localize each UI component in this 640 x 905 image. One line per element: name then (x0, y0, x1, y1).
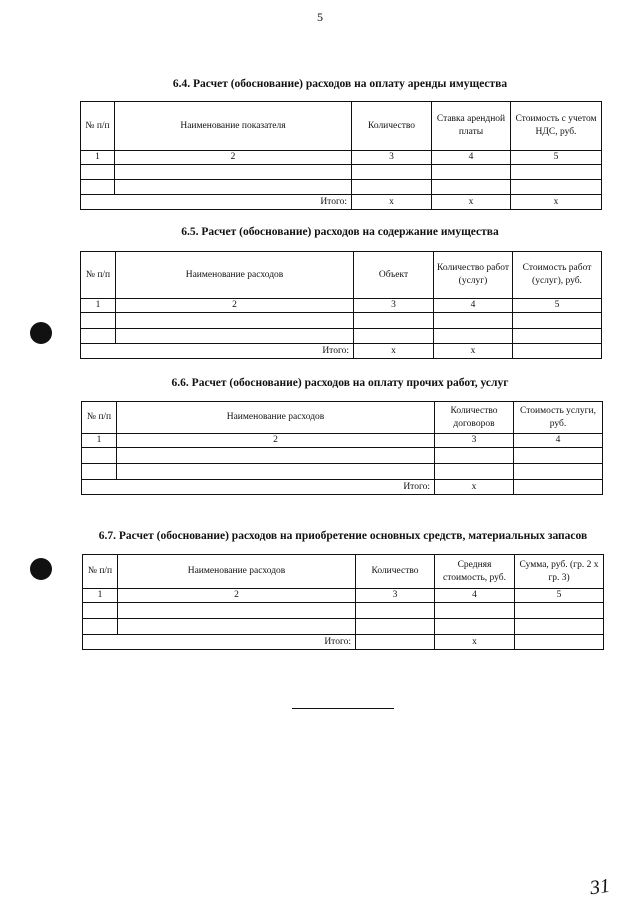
column-number: 4 (435, 589, 515, 603)
header-cell: № п/п (81, 102, 115, 151)
total-cell: х (511, 195, 602, 210)
header-cell: Ставка арендной платы (432, 102, 511, 151)
header-cell: Количество (352, 102, 432, 151)
header-cell: № п/п (81, 252, 116, 299)
column-number: 2 (116, 299, 354, 313)
section-title-6-7: 6.7. Расчет (обоснование) расходов на приобретение основных средств, материальных запасов (98, 530, 588, 542)
table-row (81, 180, 602, 195)
page-number: 5 (317, 10, 323, 24)
column-number-row (83, 589, 604, 603)
column-number: 5 (513, 299, 602, 313)
total-label: Итого: (117, 480, 435, 495)
header-cell: Наименование расходов (118, 555, 356, 589)
header-cell: Наименование расходов (117, 402, 435, 434)
table-header-row (83, 555, 604, 589)
handwritten-sheet-number: 31 (588, 874, 612, 900)
header-cell: Количество работ (услуг) (434, 252, 513, 299)
column-number: 5 (511, 151, 602, 165)
binder-hole-top (30, 322, 52, 344)
table-maintenance-expenses (80, 251, 602, 359)
column-number: 1 (83, 589, 118, 603)
table-header-row (82, 402, 603, 434)
table-fixed-assets (82, 554, 604, 650)
table-row (82, 448, 603, 464)
total-cell: х (432, 195, 511, 210)
header-cell: Сумма, руб. (гр. 2 х гр. 3) (515, 555, 604, 589)
total-label: Итого: (115, 195, 352, 210)
table-header-row (81, 102, 602, 151)
total-row (81, 344, 602, 359)
total-cell: х (354, 344, 434, 359)
total-cell: х (434, 344, 513, 359)
total-row (82, 480, 603, 495)
total-label: Итого: (116, 344, 354, 359)
column-number: 2 (115, 151, 352, 165)
total-row (83, 635, 604, 650)
column-number-row (82, 434, 603, 448)
column-number: 3 (352, 151, 432, 165)
header-cell: Стоимость работ (услуг), руб. (513, 252, 602, 299)
column-number: 4 (432, 151, 511, 165)
total-cell: х (435, 480, 514, 495)
column-number: 1 (81, 299, 116, 313)
header-cell: Наименование расходов (116, 252, 354, 299)
column-number-row (81, 151, 602, 165)
table-row (81, 329, 602, 344)
header-cell: Наименование показателя (115, 102, 352, 151)
header-cell: Стоимость с учетом НДС, руб. (511, 102, 602, 151)
total-row (81, 195, 602, 210)
column-number: 1 (82, 434, 117, 448)
header-cell: Количество договоров (435, 402, 514, 434)
header-cell: Стоимость услуги, руб. (514, 402, 603, 434)
table-row (82, 464, 603, 480)
column-number: 3 (356, 589, 435, 603)
column-number-row (81, 299, 602, 313)
footnote-divider (292, 708, 394, 709)
column-number: 4 (434, 299, 513, 313)
section-title-6-5: 6.5. Расчет (обоснование) расходов на содержание имущества (181, 226, 499, 238)
total-cell (514, 480, 603, 495)
total-cell: х (352, 195, 432, 210)
column-number: 2 (117, 434, 435, 448)
column-number: 5 (515, 589, 604, 603)
total-cell: х (435, 635, 515, 650)
table-other-services (81, 401, 603, 495)
table-rent-expenses (80, 101, 602, 210)
section-title-6-4: 6.4. Расчет (обоснование) расходов на оплату аренды имущества (172, 78, 508, 90)
header-cell: № п/п (82, 402, 117, 434)
header-cell: № п/п (83, 555, 118, 589)
header-cell: Средняя стоимость, руб. (435, 555, 515, 589)
total-cell (356, 635, 435, 650)
total-label: Итого: (118, 635, 356, 650)
total-cell (515, 635, 604, 650)
table-row (81, 165, 602, 180)
total-cell (513, 344, 602, 359)
column-number: 2 (118, 589, 356, 603)
column-number: 4 (514, 434, 603, 448)
table-row (81, 313, 602, 329)
header-cell: Количество (356, 555, 435, 589)
section-title-6-6: 6.6. Расчет (обоснование) расходов на оплату прочих работ, услуг (171, 377, 509, 389)
binder-hole-bottom (30, 558, 52, 580)
column-number: 1 (81, 151, 115, 165)
table-header-row (81, 252, 602, 299)
column-number: 3 (435, 434, 514, 448)
column-number: 3 (354, 299, 434, 313)
header-cell: Объект (354, 252, 434, 299)
table-row (83, 619, 604, 635)
table-row (83, 603, 604, 619)
